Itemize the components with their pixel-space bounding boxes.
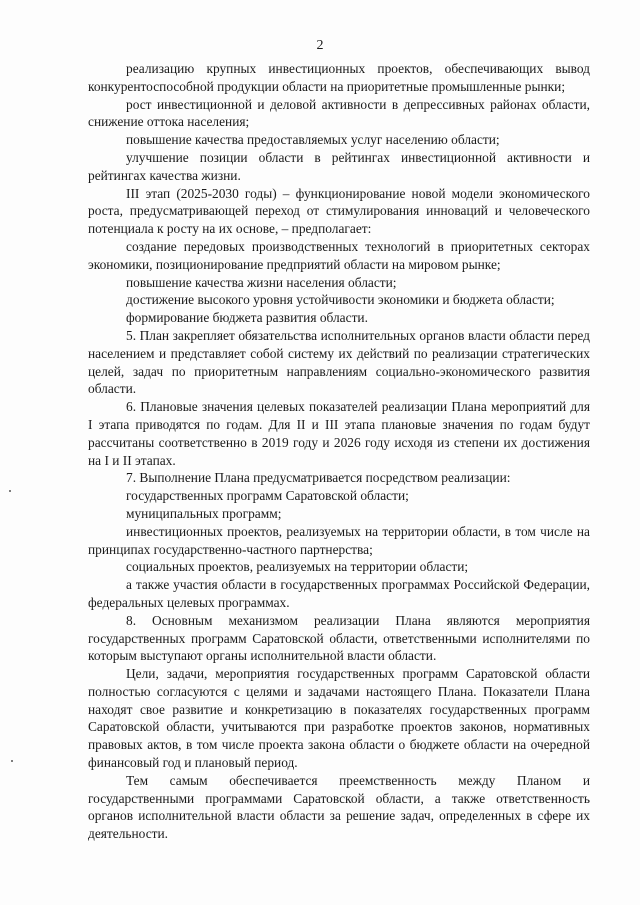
- paragraph: 8. Основным механизмом реализации Плана являются мероприятия государственных программ Саратовской области, ответственными исполнителями по которым выступают органы исполнительной власти области.: [88, 612, 590, 664]
- paragraph: 6. Плановые значения целевых показателей реализации Плана мероприятий для I этапа приводятся по годам. Для II и III этапа плановые значения по годам будут рассчитаны соответственно в 2019 году и 2026 году исходя из степени их достижения на I и II этапах.: [88, 399, 590, 468]
- paragraph: улучшение позиции области в рейтингах инвестиционной активности и рейтингах качества жизни.: [88, 149, 590, 183]
- paragraph: Тем самым обеспечивается преемственность между Планом и государственными программами Саратовской области, а также ответственность органов исполнительной власти области за решение задач, определенных в сфере их деятельности.: [88, 772, 590, 842]
- page-number: 2: [316, 38, 324, 53]
- scan-speck: [11, 760, 13, 762]
- paragraph: 7. Выполнение Плана предусматривается посредством реализации:: [126, 470, 511, 486]
- paragraph: а также участия области в государственных программах Российской Федерации, федеральных целевых программах.: [88, 577, 590, 610]
- paragraph: рост инвестиционной и деловой активности в депрессивных районах области, снижение оттока населения;: [88, 96, 590, 130]
- paragraph: муниципальных программ;: [126, 505, 282, 521]
- paragraph: создание передовых производственных технологий в приоритетных секторах экономики, позиционирование предприятий области на мировом рынке;: [88, 238, 590, 272]
- paragraph: 5. План закрепляет обязательства исполнительных органов власти области перед населением и представляет собой систему их действий по реализации стратегических целей, задач по приоритетным направлениям социально-экономического развития области.: [88, 327, 590, 397]
- paragraph: формирование бюджета развития области.: [126, 310, 368, 326]
- paragraph: повышение качества предоставляемых услуг населению области;: [126, 132, 500, 148]
- paragraph: Цели, задачи, мероприятия государственных программ Саратовской области полностью согласуются с целями и задачами настоящего Плана. Показатели Плана находят свое развитие и конкретизацию в показателях государственных программ Саратовской области, учитываются при разработке проектов законов, нормативных правовых актов, в том числе проекта закона области о бюджете области на очередной финансовый год и плановый период.: [88, 666, 590, 771]
- document-body: [88, 60, 590, 843]
- paragraph: инвестиционных проектов, реализуемых на территории области, в том числе на принципах государственно-частного партнерства;: [88, 523, 590, 557]
- paragraph: достижение высокого уровня устойчивости экономики и бюджета области;: [126, 292, 555, 308]
- paragraph: III этап (2025-2030 годы) – функционирование новой модели экономического роста, предусматривающей переход от стимулирования инноваций и человеческого потенциала к росту на их основе, – предполагает:: [88, 185, 590, 237]
- paragraph: реализацию крупных инвестиционных проектов, обеспечивающих вывод конкурентоспособной продукции области на приоритетные промышленные рынки;: [88, 61, 590, 94]
- paragraph: социальных проектов, реализуемых на территории области;: [126, 559, 469, 575]
- paragraph: государственных программ Саратовской области;: [126, 488, 409, 504]
- paragraph: повышение качества жизни населения области;: [126, 274, 397, 290]
- scan-speck: [9, 490, 11, 492]
